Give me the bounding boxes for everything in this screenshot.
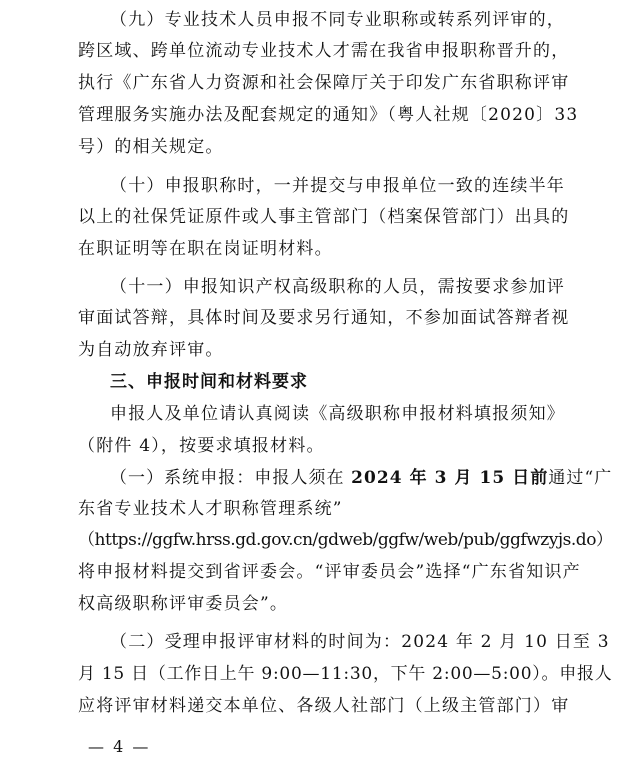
paragraph-9-line-1: （九）专业技术人员申报不同专业职称或转系列评审的， [110,10,565,30]
system-post-text: 通过“广 [548,468,613,488]
paragraph-11-line-3: 为自动放弃评审。 [78,340,224,360]
paragraph-9-line-4: 管理服务实施办法及配套规定的通知》（粤人社规〔2020〕33 [78,105,579,125]
paragraph-10-line-1: （十）申报职称时，一并提交与申报单位一致的连续半年 [110,176,565,196]
intro-line-2: （附件 4），按要求填报材料。 [78,436,325,456]
deadline-text: 2024 年 3 月 15 日前 [351,468,549,488]
paragraph-11-line-1: （十一）申报知识产权高级职称的人员，需按要求参加评 [110,277,565,297]
paragraph-9-line-5: 号）的相关规定。 [78,137,224,157]
system-url: （https://ggfw.hrss.gd.gov.cn/gdweb/ggfw/web/pub/ggfwzyjs.do） [78,530,613,550]
paragraph-9-line-2: 跨区域、跨单位流动专业技术人才需在我省申报职称晋升的， [78,41,570,61]
accept-line-3: 应将评审材料递交本单位、各级人社部门（上级主管部门）审 [78,696,570,716]
paragraph-11-line-2: 审面试答辩，具体时间及要求另行通知，不参加面试答辩者视 [78,308,570,328]
paragraph-10-line-2: 以上的社保凭证原件或人事主管部门（档案保管部门）出具的 [78,207,570,227]
system-line-4: 将申报材料提交到省评委会。“评审委员会”选择“广东省知识产 [78,562,581,582]
page-number: — 4 — [88,737,151,756]
system-line-2: 东省专业技术人才职称管理系统” [78,499,343,519]
intro-line-1: 申报人及单位请认真阅读《高级职称申报材料填报须知》 [110,404,565,424]
paragraph-10-line-3: 在职证明等在职在岗证明材料。 [78,239,333,259]
system-line-5: 权高级职称评审委员会”。 [78,594,289,614]
accept-line-2: 月 15 日（工作日上午 9:00—11:30，下午 2:00—5:00）。申报人 [78,664,613,684]
system-pre-text: （一）系统申报：申报人须在 [110,468,352,488]
accept-line-1: （二）受理申报评审材料的时间为：2024 年 2 月 10 日至 3 [110,632,610,652]
paragraph-9-line-3: 执行《广东省人力资源和社会保障厅关于印发广东省职称评审 [78,73,570,93]
system-line-1 [110,466,612,490]
section-heading: 三、申报时间和材料要求 [110,372,308,392]
